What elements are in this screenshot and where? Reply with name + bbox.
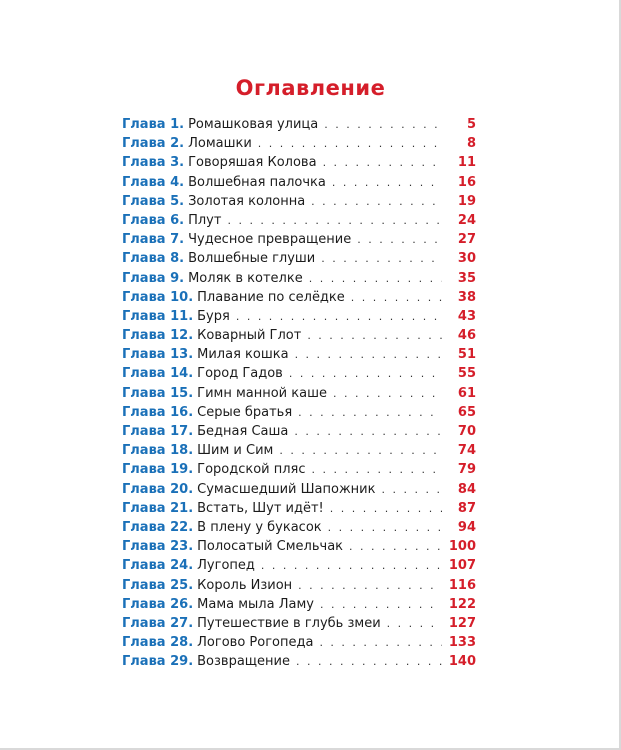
page-number: 70 xyxy=(457,424,476,439)
toc-entry[interactable] xyxy=(122,230,476,249)
contents-title: Оглавление xyxy=(235,76,386,100)
dot-leader xyxy=(387,614,442,633)
page-number: 5 xyxy=(466,117,476,132)
dot-leader xyxy=(307,326,442,345)
page-number: 27 xyxy=(457,232,476,248)
toc-entry[interactable] xyxy=(122,576,476,595)
page-number: 79 xyxy=(457,462,476,478)
page-number: 43 xyxy=(457,308,476,324)
toc-entry[interactable] xyxy=(122,249,476,268)
table-of-contents xyxy=(122,115,476,671)
chapter-title: Коварный Глот xyxy=(197,328,302,344)
toc-entry[interactable] xyxy=(122,134,476,153)
chapter-number: Глава 3. xyxy=(122,155,185,171)
chapter-number: Глава 13. xyxy=(122,347,194,363)
page-number: 61 xyxy=(457,385,476,401)
toc-entry[interactable] xyxy=(122,173,476,192)
dot-leader xyxy=(295,345,442,364)
chapter-title: Волшебные глуши xyxy=(188,251,316,267)
page-number: 94 xyxy=(457,519,476,535)
page-number: 74 xyxy=(457,443,476,459)
chapter-title: Король Изион xyxy=(197,577,293,593)
chapter-number: Глава 29. xyxy=(122,654,194,670)
chapter-number: Глава 6. xyxy=(122,212,185,228)
chapter-number: Глава 28. xyxy=(122,635,194,651)
dot-leader xyxy=(312,460,442,479)
dot-leader xyxy=(298,403,442,422)
dot-leader xyxy=(319,633,442,652)
chapter-number: Глава 12. xyxy=(122,328,194,344)
chapter-number: Глава 25. xyxy=(122,577,194,593)
chapter-number: Глава 16. xyxy=(122,404,194,420)
chapter-title: Мама мыла Ламу xyxy=(197,596,314,612)
chapter-title: Милая кошка xyxy=(197,347,289,363)
dot-leader xyxy=(289,364,442,383)
dot-leader xyxy=(258,134,442,153)
toc-entry[interactable] xyxy=(122,422,476,441)
chapter-title: Золотая колонна xyxy=(188,193,306,209)
chapter-title: Сумасшедший Шапожник xyxy=(197,481,376,497)
chapter-number: Глава 21. xyxy=(122,500,194,516)
dot-leader xyxy=(381,480,442,499)
page-number: 65 xyxy=(457,404,476,420)
page-number: 35 xyxy=(457,270,476,286)
dot-leader xyxy=(349,537,442,556)
page-number: 84 xyxy=(457,481,476,497)
toc-entry[interactable] xyxy=(122,518,476,537)
chapter-title: Лугопед xyxy=(197,558,255,574)
chapter-number: Глава 2. xyxy=(122,136,185,152)
page-number: 122 xyxy=(448,596,476,612)
dot-leader xyxy=(261,556,442,575)
toc-entry[interactable] xyxy=(122,326,476,345)
toc-entry[interactable] xyxy=(122,556,476,575)
page-number: 133 xyxy=(448,635,476,651)
chapter-title: Плавание по селёдке xyxy=(197,289,345,305)
chapter-number: Глава 18. xyxy=(122,443,194,459)
chapter-number: Глава 22. xyxy=(122,519,194,535)
chapter-title: Говоряшая Колова xyxy=(188,155,317,171)
dot-leader xyxy=(320,595,442,614)
toc-entry[interactable] xyxy=(122,153,476,172)
toc-entry[interactable] xyxy=(122,384,476,403)
dot-leader xyxy=(333,384,442,403)
page-number: 46 xyxy=(457,328,476,344)
chapter-number: Глава 19. xyxy=(122,462,194,478)
chapter-title: Городской пляс xyxy=(197,462,306,478)
chapter-title: Город Гадов xyxy=(197,366,283,382)
chapter-title: Бедная Саша xyxy=(197,424,289,439)
toc-entry[interactable] xyxy=(122,345,476,364)
dot-leader xyxy=(357,230,442,249)
chapter-number: Глава 5. xyxy=(122,193,185,209)
chapter-title: Гимн манной каше xyxy=(197,385,327,401)
page-number: 24 xyxy=(457,212,476,228)
chapter-number: Глава 17. xyxy=(122,424,194,439)
page-number: 16 xyxy=(457,174,476,190)
chapter-title: Буря xyxy=(197,308,230,324)
chapter-title: Плут xyxy=(188,212,222,228)
dot-leader xyxy=(236,307,442,326)
chapter-number: Глава 20. xyxy=(122,481,194,497)
chapter-number: Глава 23. xyxy=(122,539,194,555)
chapter-title: Полосатый Смельчак xyxy=(197,539,344,555)
chapter-title: Путешествие в глубь змеи xyxy=(197,615,381,631)
dot-leader xyxy=(309,269,442,288)
toc-entry[interactable] xyxy=(122,403,476,422)
dot-leader xyxy=(279,441,442,460)
page-number: 116 xyxy=(448,577,476,593)
toc-entry[interactable] xyxy=(122,115,476,134)
page-number: 51 xyxy=(457,347,476,363)
page-number: 100 xyxy=(448,539,476,555)
dot-leader xyxy=(332,173,442,192)
chapter-title: Моляк в котелке xyxy=(188,270,303,286)
chapter-number: Глава 7. xyxy=(122,232,185,248)
toc-entry[interactable] xyxy=(122,480,476,499)
chapter-number: Глава 27. xyxy=(122,615,194,631)
dot-leader xyxy=(294,422,442,441)
dot-leader xyxy=(321,249,442,268)
toc-entry[interactable] xyxy=(122,269,476,288)
chapter-number: Глава 24. xyxy=(122,558,194,574)
toc-entry[interactable] xyxy=(122,441,476,460)
toc-entry[interactable] xyxy=(122,633,476,652)
dot-leader xyxy=(227,211,442,230)
toc-entry[interactable] xyxy=(122,499,476,518)
toc-entry[interactable] xyxy=(122,652,476,671)
dot-leader xyxy=(323,153,442,172)
chapter-title: Встать, Шут идёт! xyxy=(197,500,324,516)
page-number: 19 xyxy=(457,193,476,209)
chapter-title: Ромашковая улица xyxy=(188,117,319,132)
chapter-title: Шим и Сим xyxy=(197,443,274,459)
toc-entry[interactable] xyxy=(122,460,476,479)
chapter-number: Глава 8. xyxy=(122,251,185,267)
dot-leader xyxy=(351,288,442,307)
chapter-title: Волшебная палочка xyxy=(188,174,326,190)
toc-entry[interactable] xyxy=(122,537,476,556)
chapter-title: Ломашки xyxy=(188,136,252,152)
dot-leader xyxy=(324,115,442,134)
toc-entry[interactable] xyxy=(122,288,476,307)
chapter-title: Чудесное превращение xyxy=(188,232,352,248)
chapter-title: Логово Рогопеда xyxy=(197,635,314,651)
dot-leader xyxy=(330,499,442,518)
dot-leader xyxy=(296,652,442,671)
chapter-number: Глава 10. xyxy=(122,289,194,305)
page-number: 87 xyxy=(457,500,476,516)
page-number: 38 xyxy=(457,289,476,305)
chapter-title: Возвращение xyxy=(197,654,290,670)
chapter-number: Глава 9. xyxy=(122,270,185,286)
dot-leader xyxy=(298,576,442,595)
dot-leader xyxy=(328,518,442,537)
chapter-number: Глава 1. xyxy=(122,117,185,132)
toc-entry[interactable] xyxy=(122,614,476,633)
page-number: 107 xyxy=(448,558,476,574)
page-number: 55 xyxy=(457,366,476,382)
toc-entry[interactable] xyxy=(122,307,476,326)
toc-entry[interactable] xyxy=(122,211,476,230)
page-number: 140 xyxy=(448,654,476,670)
chapter-number: Глава 4. xyxy=(122,174,185,190)
page-number: 30 xyxy=(457,251,476,267)
page-number: 127 xyxy=(448,615,476,631)
chapter-number: Глава 26. xyxy=(122,596,194,612)
chapter-title: В плену у букасок xyxy=(197,519,322,535)
toc-entry[interactable] xyxy=(122,595,476,614)
toc-entry[interactable] xyxy=(122,192,476,211)
chapter-number: Глава 11. xyxy=(122,308,194,324)
page-number: 11 xyxy=(457,155,476,171)
chapter-title: Серые братья xyxy=(197,404,293,420)
chapter-number: Глава 15. xyxy=(122,385,194,401)
page-number: 8 xyxy=(466,136,476,152)
chapter-number: Глава 14. xyxy=(122,366,194,382)
dot-leader xyxy=(311,192,442,211)
toc-entry[interactable] xyxy=(122,364,476,383)
